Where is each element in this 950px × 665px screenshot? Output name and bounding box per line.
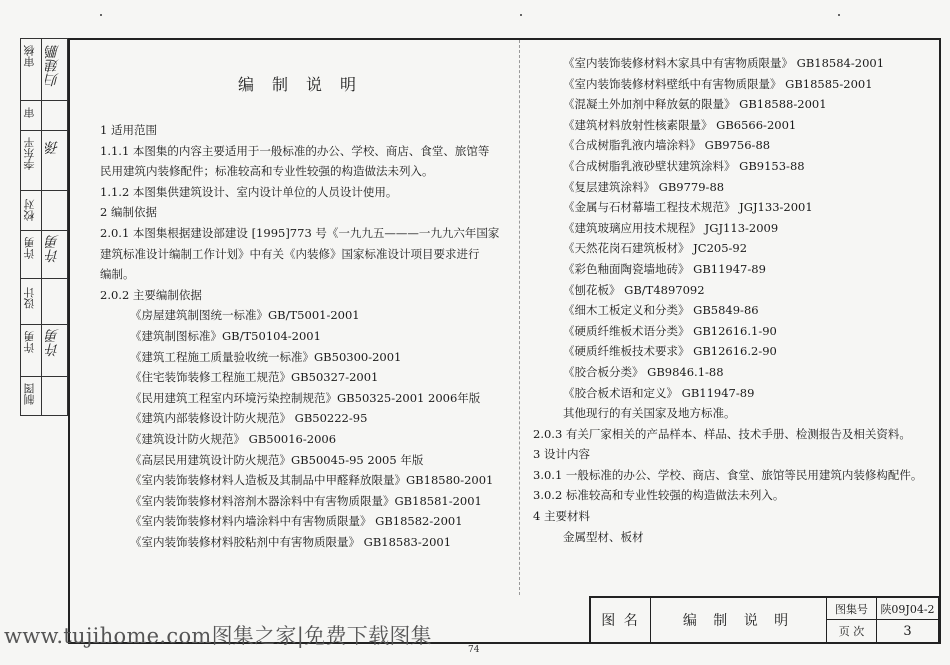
strip-signature: 许勇 [45,235,61,263]
text-line: 《建筑玻璃应用技术规程》 JGJ113-2009 [563,220,779,235]
atlas-no-label: 图集号 [827,598,877,620]
text-line: 《细木工板定义和分类》 GB5849-86 [563,303,759,318]
text-line: 《室内装饰装修材料胶粘剂中有害物质限量》 GB18583-2001 [130,534,452,549]
strip-cell [21,101,67,131]
text-line: 《室内装饰装修材料人造板及其制品中甲醛释放限量》GB18580-2001 [130,473,494,488]
text-line: 《胶合板术语和定义》 GB11947-89 [563,385,755,400]
strip-signature: 孫 [45,141,61,155]
text-line: 《天然花岗石建筑板材》 JC205-92 [563,241,748,256]
text-line: 2.0.3 有关厂家相关的产品样本、样品、技术手册、检测报告及相关资料。 [533,426,911,441]
page-number: 74 [468,645,480,655]
approval-strip [20,38,68,416]
text-line: 3.0.1 一般标准的办公、学校、商店、食堂、旅馆等民用建筑内装修构配件。 [533,467,923,482]
strip-label: 审 [23,107,36,118]
text-line: 《混凝土外加剂中释放氨的限量》 GB18588-2001 [563,97,827,112]
strip-label: 审核 [23,45,36,67]
strip-cell [21,231,67,279]
strip-label: 李东平 [23,137,36,170]
text-line: 其他现行的有关国家及地方标准。 [563,406,736,421]
column-divider [519,40,521,595]
text-line: 1.1.2 本图集供建筑设计、室内设计单位的人员设计使用。 [100,184,398,199]
strip-label: 许勇 [23,331,36,353]
registration-mark [520,14,522,16]
drawing-name-label: 图 名 [591,598,651,643]
registration-mark [838,14,840,16]
text-line: 《合成树脂乳液砂壁状建筑涂料》 GB9153-88 [563,158,805,173]
text-line: 建筑标准设计编制工作计划》中有关《内装修》国家标准设计项目要求进行 [100,246,480,261]
text-line: 1.1.1 本图集的内容主要适用于一般标准的办公、学校、商店、食堂、旅馆等 [100,143,490,158]
text-line: 《民用建筑工程室内环境污染控制规范》GB50325-2001 2006年版 [130,390,481,405]
text-line: 《高层民用建筑设计防火规范》GB50045-95 2005 年版 [130,452,424,467]
text-line: 1 适用范围 [100,123,157,137]
strip-signature: 归建鹏 [45,45,61,87]
text-line: 编制。 [100,267,135,282]
text-line: 3.0.2 标准较高和专业性较强的构造做法未列入。 [533,488,785,503]
text-line: 《室内装饰装修材料木家具中有害物质限量》 GB18584-2001 [563,56,885,70]
text-line: 2.0.2 主要编制依据 [100,287,202,302]
strip-label: 许勇 [23,237,36,259]
strip-cell [21,39,67,101]
text-line: 《住宅装饰装修工程施工规范》GB50327-2001 [130,370,379,385]
strip-cell [21,325,67,377]
text-line: 《硬质纤维板术语分类》 GB12616.1-90 [563,323,777,338]
page-title: 编制说明 [238,75,375,94]
strip-cell [21,377,67,415]
text-line: 《复层建筑涂料》 GB9779-88 [563,179,725,194]
strip-cell [21,131,67,191]
page-value: 3 [877,620,939,643]
text-line: 《刨花板》 GB/T4897092 [563,282,705,297]
text-line: 金属型材、板材 [563,529,644,544]
text-line: 《合成树脂乳液内墙涂料》 GB9756-88 [563,138,771,153]
atlas-no: 陕09J04-2 [877,598,939,620]
left-text-column [100,120,499,552]
text-line: 《建筑材料放射性核素限量》 GB6566-2001 [563,117,797,132]
text-line: 《室内装饰装修材料溶剂木器涂料中有害物质限量》GB18581-2001 [130,493,482,508]
title-block [589,596,939,643]
text-line: 3 设计内容 [533,447,590,462]
registration-mark [100,14,102,16]
text-line: 《金属与石材幕墙工程技术规范》 JGJ133-2001 [563,200,813,215]
strip-label: 校对 [23,199,36,221]
page-label: 页 次 [827,620,877,643]
drawing-name: 编 制 说 明 [651,598,827,643]
text-line: 《硬质纤维板技术要求》 GB12616.2-90 [563,344,777,359]
text-line: 2 编制依据 [100,205,157,220]
text-line: 2.0.1 本图集根据建设部建设 [1995]773 号《一九九五———一九九六年国家 [100,225,500,240]
strip-signature: 许勇 [45,329,61,357]
text-line: 《建筑制图标准》GB/T50104-2001 [130,328,321,343]
text-line: 《彩色釉面陶瓷墙地砖》 GB11947-89 [563,261,766,276]
strip-label: 制图 [23,383,36,405]
text-line: 《房屋建筑制图统一标准》GB/T5001-2001 [130,308,360,323]
text-line: 《室内装饰装修材料壁纸中有害物质限量》 GB18585-2001 [563,76,873,91]
text-line: 《胶合板分类》 GB9846.1-88 [563,364,724,379]
strip-cell [21,191,67,231]
strip-cell [21,279,67,325]
text-line: 民用建筑内装修配件；标准较高和专业性较强的构造做法未列入。 [100,164,434,179]
text-line: 《室内装饰装修材料内墙涂料中有害物质限量》 GB18582-2001 [130,514,463,529]
text-line: 4 主要材料 [533,509,590,524]
right-text-column [533,53,922,547]
watermark-text: www.tujihome.com图集之家|免费下载图集 [4,624,432,648]
text-line: 《建筑工程施工质量验收统一标准》GB50300-2001 [130,349,402,364]
text-line: 《建筑设计防火规范》 GB50016-2006 [130,431,337,446]
text-line: 《建筑内部装修设计防火规范》 GB50222-95 [130,411,368,426]
strip-label: 设计 [23,287,36,309]
